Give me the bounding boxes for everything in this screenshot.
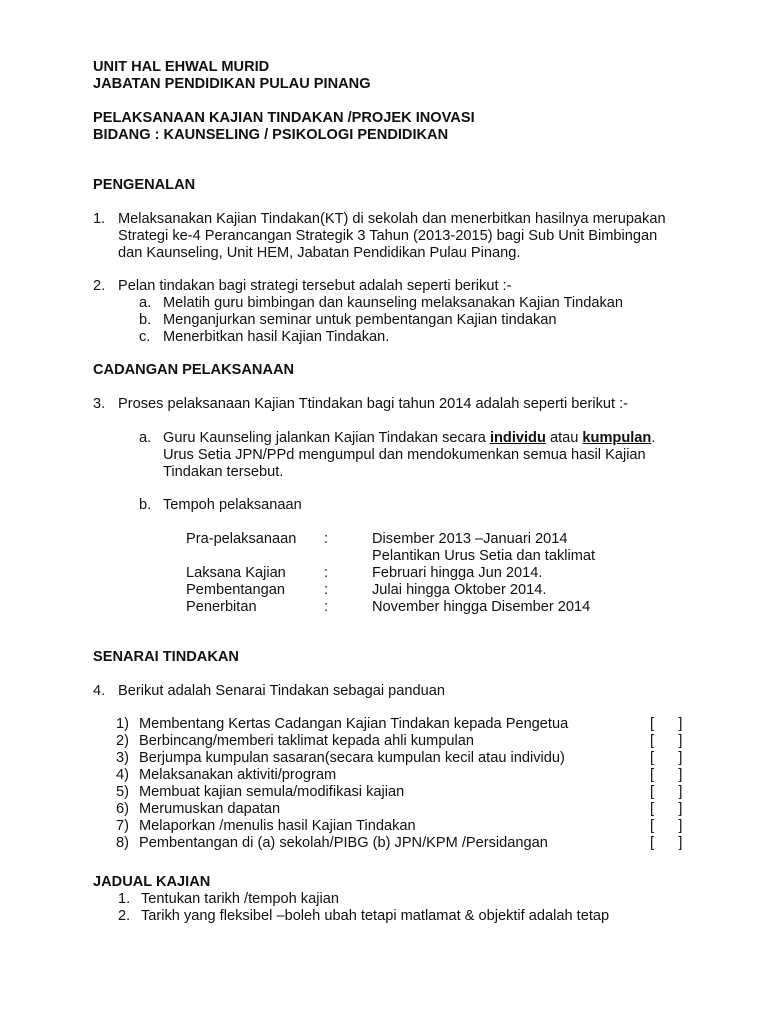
list-number: 4. (93, 683, 106, 699)
checklist-item: Merumuskan dapatan (139, 801, 281, 817)
schedule-colon: : (324, 565, 329, 581)
section-heading-jadual: JADUAL KAJIAN (93, 874, 211, 890)
checklist-number: 1) (116, 716, 129, 732)
header-unit: UNIT HAL EHWAL MURID (93, 59, 270, 75)
header-department: JABATAN PENDIDIKAN PULAU PINANG (93, 76, 371, 92)
schedule-colon: : (324, 599, 329, 615)
schedule-value: Julai hingga Oktober 2014. (372, 582, 547, 598)
paragraph-line: Tentukan tarikh /tempoh kajian (141, 891, 339, 907)
schedule-value: November hingga Disember 2014 (372, 599, 591, 615)
checklist-item: Membuat kajian semula/modifikasi kajian (139, 784, 405, 800)
checkbox-bracket: [ ] (650, 784, 683, 800)
section-heading-pengenalan: PENGENALAN (93, 177, 196, 193)
schedule-value: Februari hingga Jun 2014. (372, 565, 543, 581)
schedule-label: Pembentangan (186, 582, 285, 598)
paragraph-line: Strategi ke-4 Perancangan Strategik 3 Tahun (2013-2015) bagi Sub Unit Bimbingan (118, 228, 658, 244)
sub-item-text: Menganjurkan seminar untuk pembentangan Kajian tindakan (163, 312, 557, 328)
checklist-number: 7) (116, 818, 129, 834)
emphasis-individu: individu (489, 430, 546, 446)
schedule-colon: : (324, 582, 329, 598)
sub-item-letter: b. (139, 497, 152, 513)
sub-item-letter: a. (139, 430, 152, 446)
paragraph-line: Pelan tindakan bagi strategi tersebut adalah seperti berikut :- (118, 278, 512, 294)
checklist-number: 6) (116, 801, 129, 817)
checklist-item: Membentang Kertas Cadangan Kajian Tindakan kepada Pengetua (139, 716, 569, 732)
checklist-number: 2) (116, 733, 129, 749)
checklist-item: Pembentangan di (a) sekolah/PIBG (b) JPN/KPM /Persidangan (139, 835, 548, 851)
document-title: PELAKSANAAN KAJIAN TINDAKAN /PROJEK INOVASI (93, 110, 475, 126)
sub-item-letter: c. (139, 329, 151, 345)
checklist-number: 8) (116, 835, 129, 851)
sub-item-text: Tempoh pelaksanaan (163, 497, 302, 513)
checklist-item: Melaksanakan aktiviti/program (139, 767, 337, 783)
paragraph-line: Melaksanakan Kajian Tindakan(KT) di sekolah dan menerbitkan hasilnya merupakan (118, 211, 666, 227)
paragraph-line: Proses pelaksanaan Kajian Ttindakan bagi tahun 2014 adalah seperti berikut :- (118, 396, 629, 412)
list-number: 3. (93, 396, 106, 412)
checkbox-bracket: [ ] (650, 818, 683, 834)
schedule-label: Penerbitan (186, 599, 257, 615)
sub-item-text: Melatih guru bimbingan dan kaunseling melaksanakan Kajian Tindakan (163, 295, 624, 311)
paragraph-line (163, 430, 655, 447)
schedule-label: Pra-pelaksanaan (186, 531, 297, 547)
sub-item-text: Menerbitkan hasil Kajian Tindakan. (163, 329, 390, 345)
emphasis-kumpulan: kumpulan (582, 430, 652, 446)
checklist-item: Berbincang/memberi taklimat kepada ahli kumpulan (139, 733, 475, 749)
paragraph-line: Urus Setia JPN/PPd mengumpul dan mendokumenkan semua hasil Kajian (163, 447, 646, 463)
paragraph-line: Tindakan tersebut. (163, 464, 284, 480)
paragraph-line: dan Kaunseling, Unit HEM, Jabatan Pendidikan Pulau Pinang. (118, 245, 521, 261)
document-subtitle: BIDANG : KAUNSELING / PSIKOLOGI PENDIDIKAN (93, 127, 449, 143)
checklist-number: 5) (116, 784, 129, 800)
text-run: atau (545, 430, 583, 446)
sub-item-letter: b. (139, 312, 152, 328)
list-number: 1. (118, 891, 131, 907)
schedule-colon: : (324, 531, 329, 547)
checklist-number: 4) (116, 767, 129, 783)
list-number: 1. (93, 211, 106, 227)
checklist-number: 3) (116, 750, 129, 766)
schedule-label: Laksana Kajian (186, 565, 286, 581)
schedule-value: Pelantikan Urus Setia dan taklimat (372, 548, 596, 564)
checkbox-bracket: [ ] (650, 801, 683, 817)
checkbox-bracket: [ ] (650, 733, 683, 749)
paragraph-line: Berikut adalah Senarai Tindakan sebagai panduan (118, 683, 445, 699)
list-number: 2. (93, 278, 106, 294)
checkbox-bracket: [ ] (650, 835, 683, 851)
checkbox-bracket: [ ] (650, 716, 683, 732)
text-run: . (651, 430, 656, 446)
schedule-value: Disember 2013 –Januari 2014 (372, 531, 568, 547)
list-number: 2. (118, 908, 131, 924)
section-heading-cadangan: CADANGAN PELAKSANAAN (93, 362, 295, 378)
checklist-item: Berjumpa kumpulan sasaran(secara kumpulan kecil atau individu) (139, 750, 565, 766)
section-heading-senarai: SENARAI TINDAKAN (93, 649, 239, 665)
text-run: Guru Kaunseling jalankan Kajian Tindakan secara (163, 430, 490, 446)
sub-item-letter: a. (139, 295, 152, 311)
paragraph-line: Tarikh yang fleksibel –boleh ubah tetapi matlamat & objektif adalah tetap (141, 908, 610, 924)
checklist-item: Melaporkan /menulis hasil Kajian Tindakan (139, 818, 416, 834)
checkbox-bracket: [ ] (650, 750, 683, 766)
checkbox-bracket: [ ] (650, 767, 683, 783)
